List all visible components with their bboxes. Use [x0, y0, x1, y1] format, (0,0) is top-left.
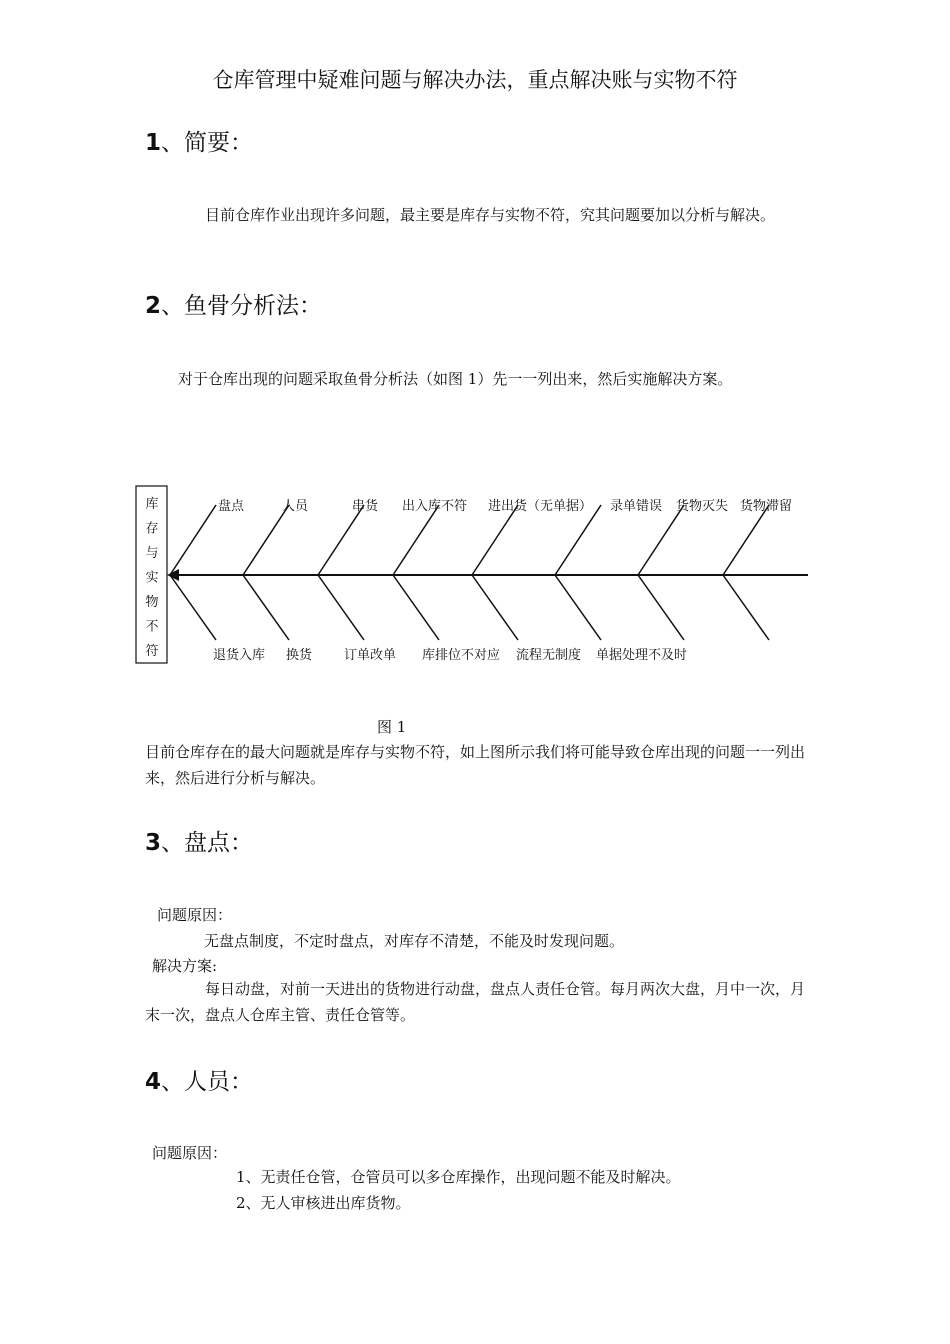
head-char: 存 — [145, 521, 159, 537]
bottom-cause-label: 订单改单 — [344, 648, 397, 663]
section-4-number: 4 — [145, 1069, 162, 1095]
section-1-heading — [145, 124, 253, 157]
section-2-title: 、鱼骨分析法： — [161, 293, 323, 319]
section-3-heading — [145, 824, 253, 857]
bottom-cause-label: 换货 — [286, 648, 313, 663]
top-cause-label: 进出货（无单据） — [488, 499, 593, 514]
top-cause-label: 盘点 — [218, 499, 245, 514]
top-cause-label: 货物灭失 — [676, 499, 729, 514]
upper-bone — [393, 505, 439, 575]
section-2-body: 对于仓库出现的问题采取鱼骨分析法（如图 1）先一一列出来，然后实施解决方案。 — [178, 370, 733, 388]
section-4-title: 、人员： — [161, 1069, 254, 1095]
upper-bone — [472, 505, 518, 575]
section-4-cause-1: 1、无责任仓管，仓管员可以多仓库操作，出现问题不能及时解决。 — [236, 1168, 681, 1186]
after-figure-text: 目前仓库存在的最大问题就是库存与实物不符，如上图所示我们将可能导致仓库出现的问题一一列出来，然后进行分析与解决。 — [145, 743, 806, 787]
head-char: 库 — [145, 497, 159, 512]
upper-bone — [243, 505, 289, 575]
upper-bone — [723, 505, 769, 575]
section-3-cause: 无盘点制度，不定时盘点，对库存不清楚，不能及时发现问题。 — [204, 932, 625, 950]
lower-bone — [243, 575, 289, 640]
head-char: 符 — [145, 644, 159, 659]
document-title: 仓库管理中疑难问题与解决办法，重点解决账与实物不符 — [212, 68, 738, 92]
top-cause-label: 出入库不符 — [402, 499, 468, 514]
lower-bone — [170, 575, 216, 640]
section-3-solution: 每日动盘，对前一天进出的货物进行动盘，盘点人责任仓管。每月两次大盘，月中一次，月末一次，盘点人仓库主管、责任仓管等。 — [145, 980, 806, 1024]
section-2-number: 2 — [145, 293, 162, 319]
head-char: 物 — [145, 595, 159, 610]
figure-caption: 图 1 — [377, 718, 407, 736]
upper-bone — [555, 505, 601, 575]
upper-bone — [318, 505, 364, 575]
section-4-cause-2: 2、无人审核进出库货物。 — [236, 1194, 411, 1212]
bottom-cause-label: 库排位不对应 — [422, 648, 501, 663]
section-3-solution-label: 解决方案: — [152, 957, 218, 975]
section-3-cause-label: 问题原因： — [157, 906, 233, 924]
top-cause-label: 人员 — [282, 499, 309, 514]
section-1-title: 、简要： — [161, 130, 254, 156]
section-1-body: 目前仓库作业出现许多问题，最主要是库存与实物不符，究其问题要加以分析与解决。 — [205, 206, 776, 224]
upper-bone — [638, 505, 684, 575]
section-2-heading — [145, 287, 322, 320]
head-char: 与 — [145, 546, 159, 561]
section-3-number: 3 — [145, 830, 162, 856]
section-4-heading — [145, 1063, 253, 1096]
top-cause-label: 货物滞留 — [740, 499, 793, 514]
lower-bone — [723, 575, 769, 640]
section-3-title: 、盘点： — [161, 830, 254, 856]
section-4-cause-label: 问题原因： — [152, 1144, 228, 1162]
lower-bone — [638, 575, 684, 640]
head-char: 实 — [145, 570, 159, 586]
head-label — [145, 496, 158, 659]
bottom-cause-label: 流程无制度 — [516, 648, 582, 663]
lower-bone — [472, 575, 518, 640]
section-1-number: 1 — [145, 130, 162, 156]
top-cause-label: 串货 — [352, 499, 379, 514]
bottom-cause-label: 退货入库 — [213, 648, 266, 663]
bottom-cause-label: 单据处理不及时 — [596, 648, 688, 663]
upper-bone — [170, 505, 216, 575]
fishbone-diagram — [130, 480, 820, 690]
head-char: 不 — [145, 619, 159, 635]
lower-bone — [393, 575, 439, 640]
top-cause-label: 录单错误 — [610, 499, 663, 514]
lower-bone — [555, 575, 601, 640]
lower-bone — [318, 575, 364, 640]
